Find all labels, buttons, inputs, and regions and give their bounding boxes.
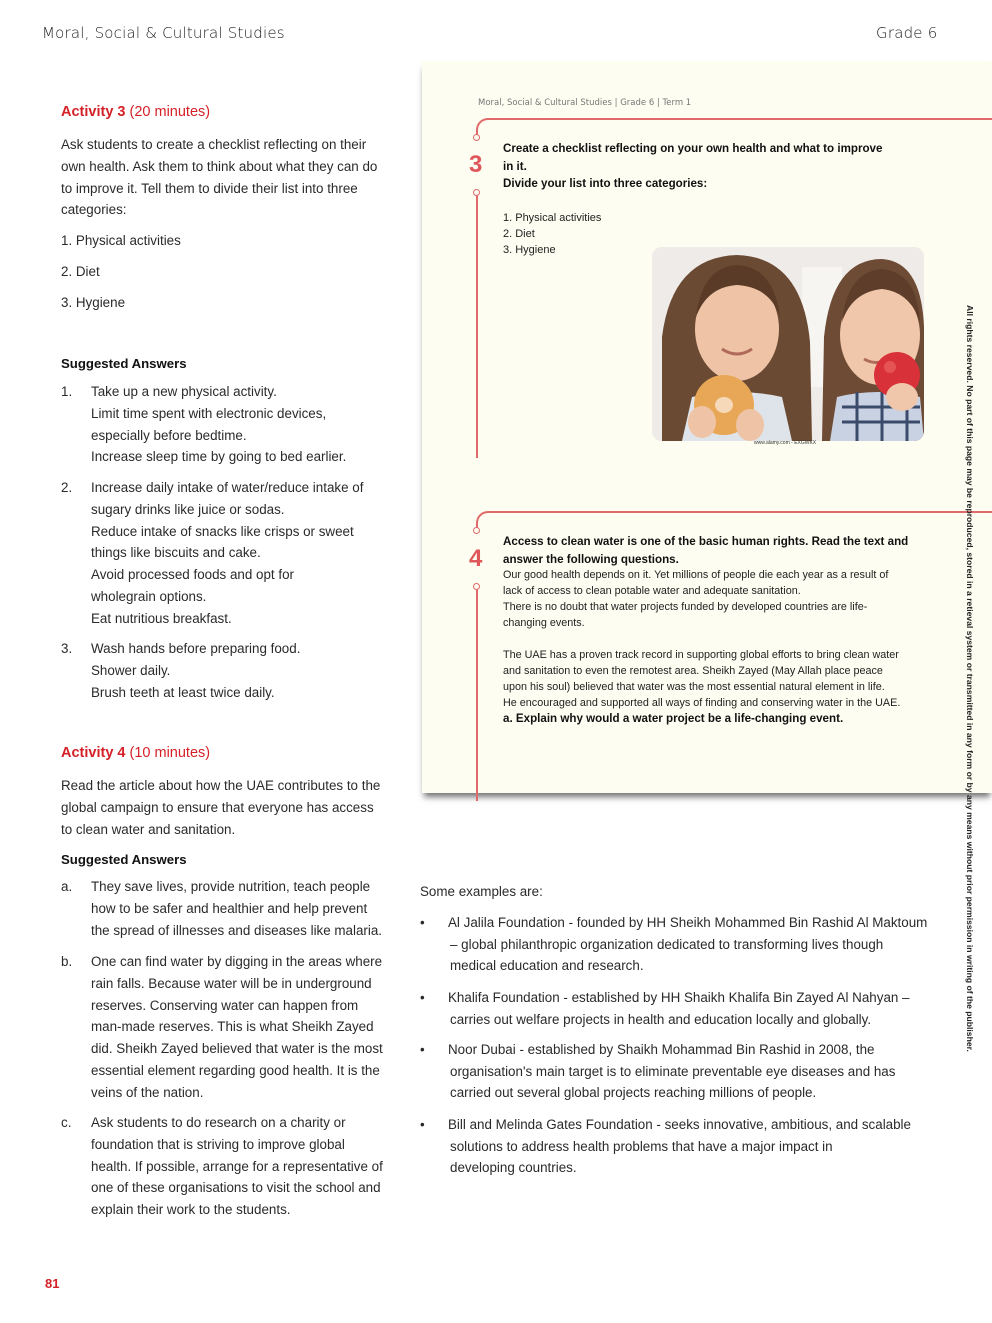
body-line: upon his soul) believed that water was the most essential natural element in life. <box>503 681 885 693</box>
answer-number: 1. <box>61 384 73 399</box>
prompt-line: answer the following questions. <box>503 552 679 566</box>
answer-letter: a. <box>61 879 73 894</box>
body-line: Our good health depends on it. Yet millions of people die each year as a result of <box>503 569 889 581</box>
list-item: 3. Hygiene <box>503 244 556 256</box>
answer-line: wholegrain options. <box>91 588 207 604</box>
answer-line: Shower daily. <box>91 662 171 678</box>
instruction-line: categories: <box>61 202 127 218</box>
example-line: Khalifa Foundation - established by HH Shaikh Khalifa Bin Zayed Al Nahyan – <box>448 990 910 1005</box>
activity-3-suggested-heading: Suggested Answers <box>61 356 187 371</box>
frame-node-icon <box>473 527 480 534</box>
examples-intro: Some examples are: <box>420 884 543 899</box>
activity-3-category-1: 1. Physical activities <box>61 233 181 248</box>
activity-4-label: Activity 4 <box>61 745 126 761</box>
header-grade: Grade 6 <box>876 24 938 42</box>
example-line: solutions to address health problems that have a major impact in <box>450 1138 833 1154</box>
answer-line: Increase sleep time by going to bed earlier. <box>91 449 347 465</box>
bullet-icon: • <box>420 1117 425 1132</box>
instruction-line: own health. Ask them to think about what they can do <box>61 158 378 174</box>
copyright-notice <box>965 305 975 1065</box>
activity-4-answer-a <box>61 876 391 941</box>
body-line: There is no doubt that water projects funded by developed countries are life- <box>503 601 868 613</box>
answer-line: man-made reserves. This is what Sheikh Zayed <box>91 1019 374 1035</box>
answer-line: the spread of illnesses and diseases like malaria. <box>91 922 383 938</box>
body-line: changing events. <box>503 617 585 629</box>
activity-3-answer-2 <box>61 477 391 630</box>
answer-line: They save lives, provide nutrition, teach people <box>91 879 371 894</box>
activity-3-category-3: 3. Hygiene <box>61 295 126 310</box>
answer-line: veins of the nation. <box>91 1084 204 1100</box>
answer-line: especially before bedtime. <box>91 427 247 443</box>
example-item <box>420 912 930 977</box>
answer-line: Reduce intake of snacks like crisps or sweet <box>91 523 354 539</box>
question-4-number: 4 <box>469 545 483 572</box>
example-item <box>420 1039 930 1104</box>
example-line: carries out welfare projects in health and education locally and globally. <box>450 1011 872 1027</box>
answer-line: sugary drinks like juice or sodas. <box>91 501 285 517</box>
instruction-line: to improve it. Tell them to divide their list into three <box>61 180 358 196</box>
bullet-icon: • <box>420 990 425 1005</box>
activity-4-suggested-heading: Suggested Answers <box>61 852 187 867</box>
body-line: lack of access to clean potable water and adequate sanitation. <box>503 585 801 597</box>
example-line: organisation's main target is to eliminate preventable eye diseases and has <box>450 1063 896 1079</box>
instruction-line: global campaign to ensure that everyone has access <box>61 799 374 815</box>
question-4a: a. Explain why would a water project be a life-changing event. <box>503 712 844 725</box>
example-item <box>420 987 930 1030</box>
bullet-icon: • <box>420 915 425 930</box>
page-number: 81 <box>45 1276 60 1291</box>
activity-4-answer-b <box>61 951 391 1104</box>
answer-letter: b. <box>61 954 73 969</box>
answer-line: essential element regarding good health. It is the <box>91 1062 380 1078</box>
question-3-number: 3 <box>469 151 483 178</box>
question-3-list <box>503 210 601 258</box>
example-line: medical education and research. <box>450 958 644 974</box>
example-line: – global philanthropic organization dedicated to transforming lives though <box>450 936 884 952</box>
example-line: Noor Dubai - established by Shaikh Mohammad Bin Rashid in 2008, the <box>448 1042 875 1057</box>
activity-4-instructions <box>61 775 391 840</box>
photo-caption: www.alamy.com - EXGWKX <box>754 440 817 446</box>
list-item: 2. Diet <box>503 228 535 240</box>
answer-line: one of these organisations to visit the school and <box>91 1180 381 1196</box>
question-4-body-2 <box>503 647 943 711</box>
answer-line: how to be safer and healthier and help prevent <box>91 900 368 916</box>
prompt-line: in it. <box>503 159 527 173</box>
answer-line: things like biscuits and cake. <box>91 545 261 561</box>
example-line: developing countries. <box>450 1160 577 1176</box>
activity-3-title <box>61 104 210 120</box>
activity-4-duration: (10 minutes) <box>129 745 211 761</box>
answer-line: Limit time spent with electronic devices, <box>91 405 327 421</box>
example-line: carried out several global projects reaching millions of people. <box>450 1085 817 1101</box>
answer-line: Wash hands before preparing food. <box>91 641 301 656</box>
example-line: Bill and Melinda Gates Foundation - seeks innovative, ambitious, and scalable <box>448 1117 911 1132</box>
example-item <box>420 1114 930 1179</box>
answer-line: One can find water by digging in the areas where <box>91 954 383 969</box>
body-line: He encouraged and supported all ways of finding and conserving water in the UAE. <box>503 697 901 709</box>
frame-node-icon <box>473 189 480 196</box>
answer-line: Take up a new physical activity. <box>91 384 277 399</box>
textbook-breadcrumb: Moral, Social & Cultural Studies | Grade 6 | Term 1 <box>478 98 692 108</box>
answer-line: Ask students to do research on a charity or <box>91 1115 346 1130</box>
body-line: The UAE has a proven track record in supporting global efforts to bring clean water <box>503 649 899 661</box>
prompt-line: Create a checklist reflecting on your own health and what to improve <box>503 142 883 155</box>
activity-4-answer-c <box>61 1112 391 1221</box>
instruction-line: to clean water and sanitation. <box>61 821 236 837</box>
copyright-text: All rights reserved. No part of this page may be reproduced, stored in a retieval system or transmitted in any form or by any means without prior permission in writing of the publisher. <box>965 305 975 1052</box>
instruction-line: Ask students to create a checklist reflecting on their <box>61 137 367 152</box>
photo-illustration <box>652 247 924 441</box>
activity-3-duration: (20 minutes) <box>129 104 211 120</box>
frame-node-icon <box>473 134 480 141</box>
answer-line: Avoid processed foods and opt for <box>91 567 294 583</box>
activity-4-title <box>61 745 210 761</box>
prompt-line: Divide your list into three categories: <box>503 177 708 190</box>
answer-line: reserves. Conserving water can happen from <box>91 997 359 1013</box>
question-3-prompt <box>503 140 943 193</box>
girls-with-donut-and-apple-photo <box>652 247 924 441</box>
body-line: and sanitation to even the remotest area. Sheikh Zayed (May Allah place peace <box>503 665 883 677</box>
answer-letter: c. <box>61 1115 72 1130</box>
answer-line: foundation that is striving to improve global <box>91 1136 345 1152</box>
answer-line: explain their work to the students. <box>91 1202 291 1218</box>
prompt-line: Access to clean water is one of the basic human rights. Read the text and <box>503 535 909 548</box>
answer-number: 3. <box>61 641 73 656</box>
answer-line: rain falls. Because water will be in underground <box>91 975 372 991</box>
activity-3-answer-3 <box>61 638 391 703</box>
answer-line: health. If possible, arrange for a representative of <box>91 1158 383 1174</box>
activity-3-instructions <box>61 134 391 221</box>
answer-number: 2. <box>61 480 73 495</box>
instruction-line: Read the article about how the UAE contributes to the <box>61 778 381 793</box>
header-subject: Moral, Social & Cultural Studies <box>42 24 285 42</box>
frame-node-icon <box>473 583 480 590</box>
question-4-body <box>503 567 943 631</box>
bullet-icon: • <box>420 1042 425 1057</box>
activity-3-answer-1 <box>61 381 391 468</box>
activity-3-category-2: 2. Diet <box>61 264 100 279</box>
answer-line: Increase daily intake of water/reduce intake of <box>91 480 364 495</box>
example-line: Al Jalila Foundation - founded by HH Sheikh Mohammed Bin Rashid Al Maktoum <box>448 915 928 930</box>
answer-line: Brush teeth at least twice daily. <box>91 684 275 700</box>
textbook-page-excerpt <box>422 61 992 793</box>
list-item: 1. Physical activities <box>503 212 602 224</box>
activity-3-label: Activity 3 <box>61 104 126 120</box>
answer-line: did. Sheikh Zayed believed that water is the most <box>91 1041 383 1057</box>
question-4-prompt <box>503 533 943 568</box>
answer-line: Eat nutritious breakfast. <box>91 610 232 626</box>
